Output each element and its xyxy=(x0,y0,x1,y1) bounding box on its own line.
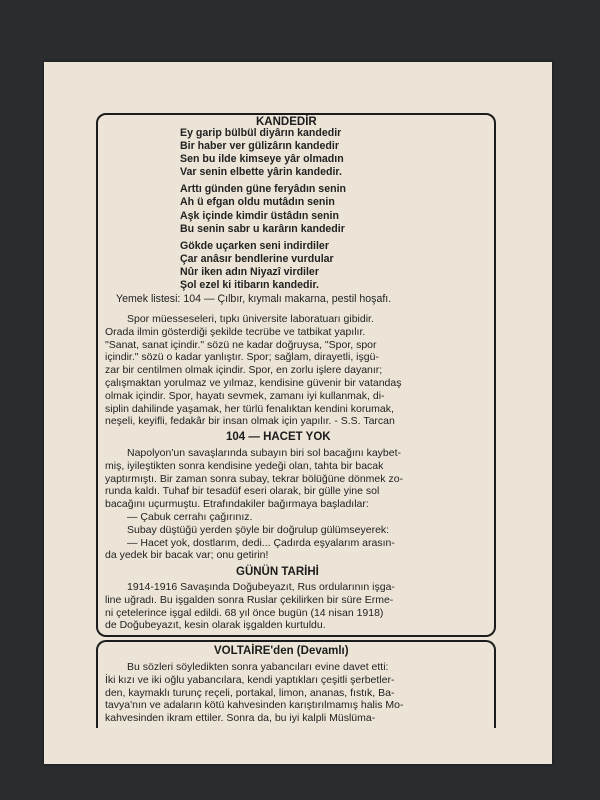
poem-line: Gökde uçarken seni indirdiler xyxy=(180,239,329,252)
voltaire-paragraph xyxy=(105,661,485,725)
poem-line: Var senin elbette yârin kandedir. xyxy=(180,166,342,179)
voltaire-title: VOLTAİRE'den (Devamlı) xyxy=(214,645,349,657)
text-line: kahvesinden ikram ettiler. Sonra da, bu iyi kalpli Müslüma- xyxy=(105,712,376,725)
history-title: GÜNÜN TARİHİ xyxy=(236,566,319,578)
text-line: Napolyon'un savaşlarında subayın biri sol bacağını kaybet- xyxy=(127,447,401,459)
poem-line: Sen bu ilde kimseye yâr olmadın xyxy=(180,153,344,166)
poem-line: Nûr iken adın Niyazî virdiler xyxy=(180,265,319,278)
text-line: tavya'nın ve adaların kötü kahvesinden karıştırılmamış halis Mo- xyxy=(105,699,404,712)
text-line: Spor müesseseleri, tıpkı üniversite laboratuarı gibidir. xyxy=(127,313,374,325)
text-line: line uğradı. Bu işgalden sonra Ruslar çekilirken bir süre Erme- xyxy=(105,593,394,606)
menu-line xyxy=(116,293,391,306)
poem-stanza-1 xyxy=(180,127,346,179)
text-line: yaptırmıştı. Bir zaman sonra subay, tekrar bölüğüne dönmek zo- xyxy=(105,472,404,485)
history-paragraph xyxy=(105,581,485,632)
text-line: Orada ilmin gösterdiği şekilde tecrübe ve tatbikat yapılır. xyxy=(105,325,366,338)
poem-line: Ey garip bülbül diyârın kandedir xyxy=(180,127,342,139)
menu-text: 104 — Çılbır, kıymalı makarna, pestil hoşafı. xyxy=(183,293,392,305)
text-line: çalışmaktan yorulmaz ve yılmaz, kendisine güvenir bir vatandaş xyxy=(105,376,402,389)
text-line: runda kaldı. Tuhaf bir tesadüf eseri olarak, bir gülle yine sol xyxy=(105,485,380,498)
text-line: "Sanat, sanat içindir." sözü ne kadar doğruysa, "Spor, spor xyxy=(105,338,377,351)
text-line: içindir." sözü o kadar yanlıştır. Spor; sağlam, dirayetli, işgü- xyxy=(105,351,379,364)
poem-line: Aşk içinde kimdir üstâdın senin xyxy=(180,209,339,222)
text-line: siplin dahilinde yaşamak, her türlü fenalıktan kendini korumak, xyxy=(105,402,394,415)
text-line: Subay düştüğü yerden şöyle bir doğrulup gülümseyerek: xyxy=(127,523,390,536)
poem-line: Arttı günden güne feryâdın senin xyxy=(180,183,346,196)
text-line: bacağını uçurmuştu. Etrafındakiler bağırmaya başladılar: xyxy=(105,498,369,511)
story-paragraph xyxy=(105,447,485,562)
menu-label: Yemek listesi: xyxy=(116,293,181,305)
text-line: 1914-1916 Savaşında Doğubeyazıt, Rus ordularının işga- xyxy=(127,581,395,593)
sport-paragraph xyxy=(105,313,485,428)
poem-line: Çar anâsır bendlerine vurdular xyxy=(180,252,334,265)
poem-stanza-2 xyxy=(180,183,346,235)
poem-line: Ah ü efgan oldu mutâdın senin xyxy=(180,196,335,209)
poem-stanza-3 xyxy=(180,240,346,292)
text-line: olmak içindir. Spor, hayatı sevmek, zamanı iyi kullanmak, di- xyxy=(105,389,385,402)
text-line: Bu sözleri söyledikten sonra yabancıları evine davet etti: xyxy=(127,661,389,673)
text-line: ni çetelerince işgal edildi. 68 yıl önce bugün (14 nisan 1918) xyxy=(105,606,384,619)
text-line: zar bir centilmen olmak içindir. Spor, en zorlu işlere dayanır; xyxy=(105,364,383,377)
text-line: neşeli, keyifli, fedakâr bir insan olmak için yapılır. - S.S. Tarcan xyxy=(105,415,395,428)
text-line: da yedek bir bacak var; onu getirin! xyxy=(105,549,269,562)
text-line: İki kızı ve iki oğlu yabancılara, kendi yaptıkları çeşitli şerbetler- xyxy=(105,673,395,686)
poem-line: Bu senin sabr u karârın kandedir xyxy=(180,222,345,235)
poem-title: KANDEDİR xyxy=(256,116,317,128)
text-line: den, kaymaklı turunç reçeli, portakal, limon, ananas, fıstık, Ba- xyxy=(105,686,395,699)
story-title: 104 — HACET YOK xyxy=(226,431,331,443)
text-line: — Hacet yok, dostlarım, dedi... Çadırda eşyalarım arasın- xyxy=(127,536,395,549)
poem-line: Şol ezel ki itibarın kandedir. xyxy=(180,279,319,292)
text-line: de Doğubeyazıt, kesin olarak işgalden kurtuldu. xyxy=(105,619,326,632)
text-line: — Çabuk cerrahı çağırınız. xyxy=(127,510,253,523)
text-line: miş, iyileştikten sonra kendisine yedeği olan, tahta bir bacak xyxy=(105,459,384,472)
poem xyxy=(180,127,346,296)
poem-line: Bir haber ver gülizârın kandedir xyxy=(180,140,339,153)
